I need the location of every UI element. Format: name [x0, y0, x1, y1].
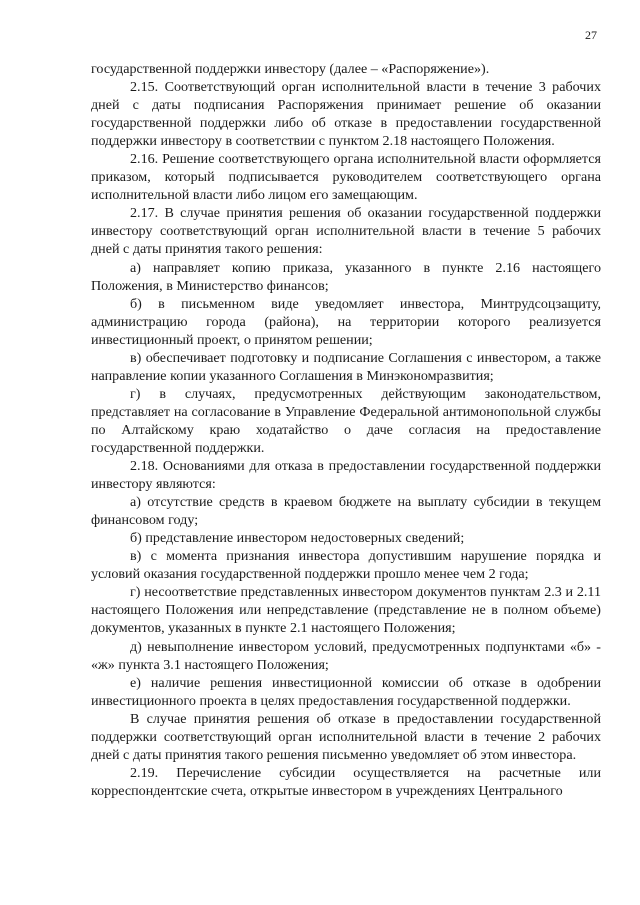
paragraph: в) с момента признания инвестора допустившим нарушение порядка и условий оказания государственной поддержки прошло менее чем 2 года; — [91, 548, 601, 583]
paragraph: е) наличие решения инвестиционной комиссии об отказе в одобрении инвестиционного проекта в целях предоставления государственной поддержки. — [91, 674, 601, 709]
paragraph: г) в случаях, предусмотренных действующим законодательством, представляет на согласование в Управление Федеральной антимонопольной службы по Алтайскому краю ходатайство о даче согласия на предоставление государственной поддержки. — [91, 385, 601, 456]
paragraph: 2.17. В случае принятия решения об оказании государственной поддержки инвестору соответствующий орган исполнительной власти в течение 5 рабочих дней с даты принятия такого решения: — [91, 205, 601, 258]
paragraph: д) невыполнение инвестором условий, предусмотренных подпунктами «б» - «ж» пункта 3.1 настоящего Положения; — [91, 638, 601, 673]
paragraph: 2.18. Основаниями для отказа в предоставлении государственной поддержки инвестору являются: — [91, 458, 601, 493]
paragraph: 2.16. Решение соответствующего органа исполнительной власти оформляется приказом, который подписывается руководителем соответствующего органа исполнительной власти либо лицом его замещающим. — [91, 151, 601, 204]
paragraph: а) отсутствие средств в краевом бюджете на выплату субсидии в текущем финансовом году; — [91, 494, 601, 529]
paragraph: г) несоответствие представленных инвестором документов пунктам 2.3 и 2.11 настоящего Положения или непредставление (представление не в полном объеме) документов, указанных в пункте 2.1 настоящего Положения; — [91, 584, 601, 637]
paragraph: В случае принятия решения об отказе в предоставлении государственной поддержки соответствующий орган исполнительной власти в течение 2 рабочих дней с даты принятия такого решения письменно уведомляет об этом инвестора. — [91, 710, 601, 763]
paragraph: 2.15. Соответствующий орган исполнительной власти в течение 3 рабочих дней с даты подписания Распоряжения принимает решение об оказании государственной поддержки либо об отказе в предоставлении государственной поддержки инвестору в соответствии с пунктом 2.18 настоящего Положения. — [91, 79, 601, 150]
paragraph: б) в письменном виде уведомляет инвестора, Минтрудсоцзащиту, администрацию города (района), на территории которого реализуется инвестиционный проект, о принятом решении; — [91, 295, 601, 348]
paragraph: в) обеспечивает подготовку и подписание Соглашения с инвестором, а также направление копии указанного Соглашения в Минэкономразвития; — [91, 349, 601, 384]
paragraph: а) направляет копию приказа, указанного в пункте 2.16 настоящего Положения, в Министерство финансов; — [91, 259, 601, 294]
page-number: 27 — [585, 28, 597, 42]
paragraph: государственной поддержки инвестору (далее – «Распоряжение»). — [91, 61, 490, 77]
document-body — [91, 60, 601, 800]
paragraph: 2.19. Перечисление субсидии осуществляется на расчетные или корреспондентские счета, открытые инвестором в учреждениях Центрального — [91, 764, 601, 799]
paragraph: б) представление инвестором недостоверных сведений; — [130, 530, 465, 547]
